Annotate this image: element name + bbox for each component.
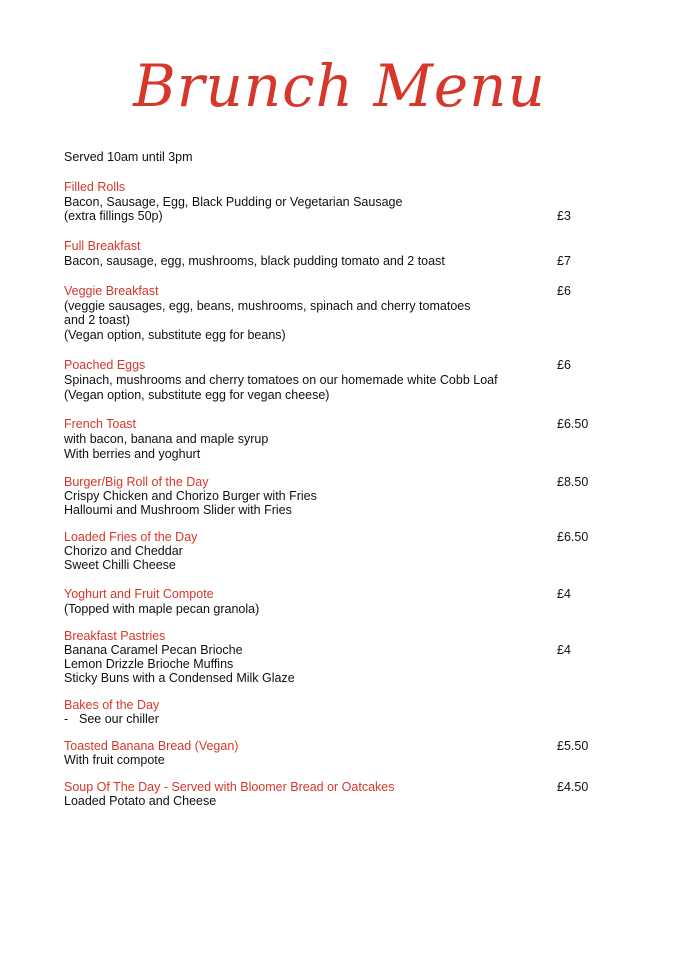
- bullet-dash: -: [64, 712, 69, 726]
- item-desc: with bacon, banana and maple syrup: [64, 432, 269, 446]
- item-desc: With fruit compote: [64, 753, 165, 767]
- item-desc: See our chiller: [79, 712, 159, 726]
- item-name: Breakfast Pastries: [64, 629, 166, 643]
- item-desc: (veggie sausages, egg, beans, mushrooms, spinach and cherry tomatoes: [64, 299, 471, 313]
- item-desc: (extra fillings 50p): [64, 209, 163, 223]
- item-price: £6: [557, 358, 571, 372]
- served-hours: Served 10am until 3pm: [64, 150, 193, 164]
- item-price: £4: [557, 643, 571, 657]
- item-desc: Chorizo and Cheddar: [64, 544, 183, 558]
- item-desc: Bacon, sausage, egg, mushrooms, black pudding tomato and 2 toast: [64, 254, 445, 268]
- item-desc-bullet: [64, 712, 159, 726]
- item-desc: With berries and yoghurt: [64, 447, 201, 461]
- item-name: French Toast: [64, 417, 137, 431]
- item-desc: and 2 toast): [64, 313, 131, 327]
- item-price: £8.50: [557, 475, 589, 489]
- item-name: Burger/Big Roll of the Day: [64, 475, 209, 489]
- item-name: Toasted Banana Bread (Vegan): [64, 739, 239, 753]
- item-desc: (Vegan option, substitute egg for vegan cheese): [64, 388, 330, 402]
- item-desc: Bacon, Sausage, Egg, Black Pudding or Vegetarian Sausage: [64, 195, 403, 209]
- item-price: £6.50: [557, 417, 589, 431]
- item-desc: Sweet Chilli Cheese: [64, 558, 176, 572]
- item-name: Poached Eggs: [64, 358, 146, 372]
- item-desc: Spinach, mushrooms and cherry tomatoes on our homemade white Cobb Loaf: [64, 373, 498, 387]
- item-desc: Banana Caramel Pecan Brioche: [64, 643, 243, 657]
- item-desc: Sticky Buns with a Condensed Milk Glaze: [64, 671, 295, 685]
- item-price: £4: [557, 587, 571, 601]
- item-price: £3: [557, 209, 571, 223]
- item-name: Bakes of the Day: [64, 698, 160, 712]
- menu-title: Brunch Menu: [133, 52, 546, 120]
- item-price: £6: [557, 284, 571, 298]
- item-desc: Crispy Chicken and Chorizo Burger with Fries: [64, 489, 317, 503]
- item-name: Soup Of The Day - Served with Bloomer Bread or Oatcakes: [64, 780, 395, 794]
- item-price: £7: [557, 254, 571, 268]
- item-desc: Loaded Potato and Cheese: [64, 794, 217, 808]
- item-desc: Halloumi and Mushroom Slider with Fries: [64, 503, 292, 517]
- item-price: £4.50: [557, 780, 589, 794]
- item-name: Veggie Breakfast: [64, 284, 159, 298]
- item-desc: Lemon Drizzle Brioche Muffins: [64, 657, 234, 671]
- item-name: Yoghurt and Fruit Compote: [64, 587, 214, 601]
- item-desc: (Vegan option, substitute egg for beans): [64, 328, 286, 342]
- item-desc: (Topped with maple pecan granola): [64, 602, 260, 616]
- item-name: Filled Rolls: [64, 180, 126, 194]
- item-price: £5.50: [557, 739, 589, 753]
- item-name: Full Breakfast: [64, 239, 141, 253]
- item-name: Loaded Fries of the Day: [64, 530, 198, 544]
- item-price: £6.50: [557, 530, 589, 544]
